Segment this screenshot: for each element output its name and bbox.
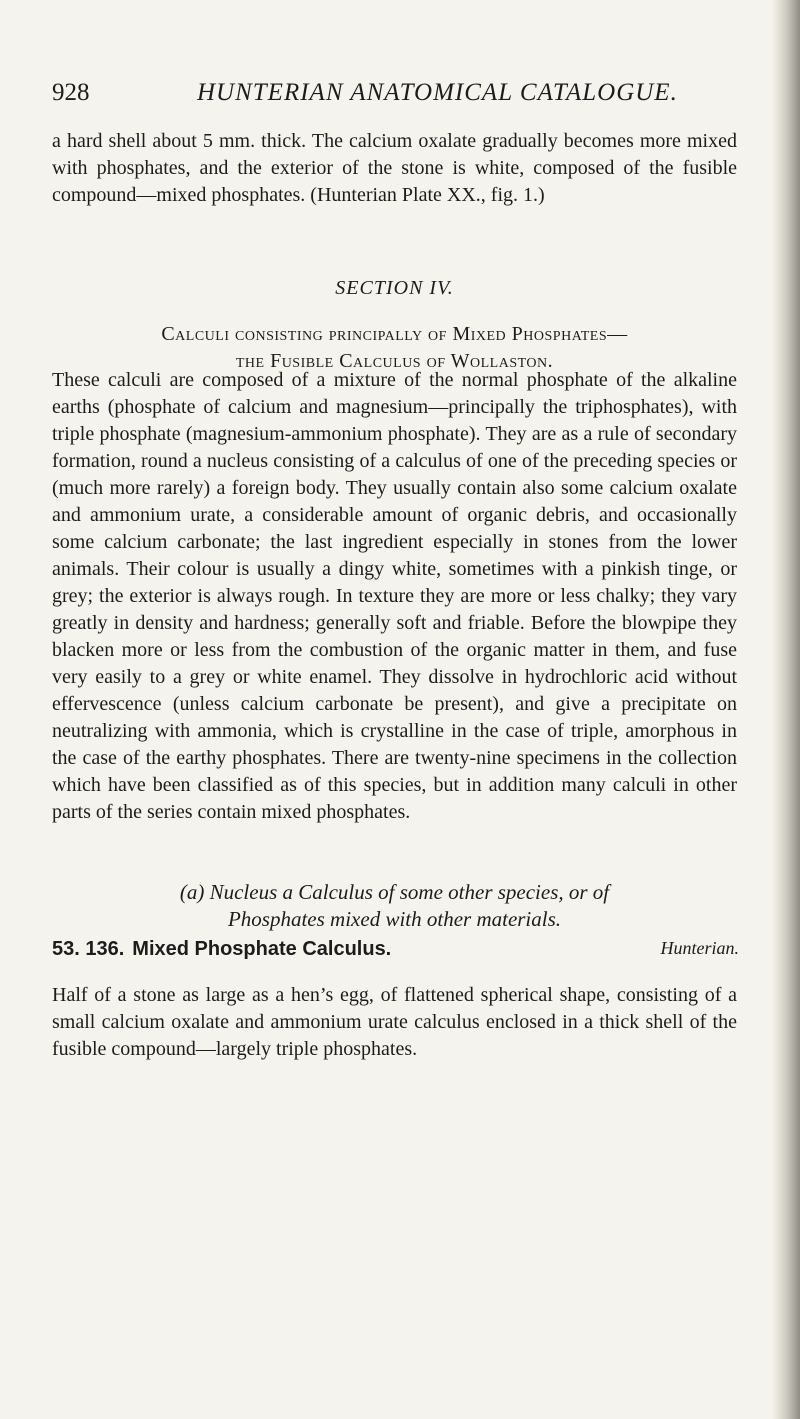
page-number: 928 — [52, 79, 90, 106]
running-header — [52, 78, 742, 108]
catalogue-entry-heading — [52, 938, 739, 968]
subsection-heading — [52, 879, 737, 933]
section-label: SECTION IV. — [335, 277, 454, 299]
entry-number: 53. 136. — [52, 938, 125, 960]
page-edge-shadow — [772, 0, 800, 1419]
entry-description: Half of a stone as large as a hen’s egg, of flattened spherical shape, consisting of a small calcium oxalate and ammonium urate calculus enclosed in a thick shell of the fusible compound—largely triple phosphates. — [52, 984, 737, 1060]
intro-paragraph: a hard shell about 5 mm. thick. The calcium oxalate gradually becomes more mixed with phosphates, and the exterior of the stone is white, composed of the fusible compound—mixed phosphates. (Hunterian Plate XX., fig. 1.) — [52, 130, 737, 206]
entry-title: Mixed Phosphate Calculus. — [132, 938, 392, 960]
entry-source: Hunterian. — [660, 938, 739, 958]
subsection-line1: (a) Nucleus a Calculus of some other species, or of — [179, 880, 610, 904]
section-heading-line1: Calculi consisting principally of Mixed Phosphates— — [161, 323, 628, 345]
subsection-line2: Phosphates mixed with other materials. — [227, 907, 562, 931]
running-title: HUNTERIAN ANATOMICAL CATALOGUE. — [197, 79, 678, 106]
section-body: These calculi are composed of a mixture of the normal phosphate of the alkaline earths (phosphate of calcium and magnesium—principally the triphosphates), with triple phosphate (magnesium-ammonium phosphate). They are as a rule of secondary formation, round a nucleus consisting of a calculus of one of the preceding species or (much more rarely) a foreign body. They usually contain also some calcium oxalate and ammonium urate, a considerable amount of organic debris, and occasionally some calcium carbonate; the last ingredient especially in stones from the lower animals. Their colour is usually a dingy white, sometimes with a pinkish tinge, or grey; the exterior is always rough. In texture they are more or less chalky; they vary greatly in density and hardness; generally soft and friable. Before the blowpipe they blacken more or less from the combustion of the organic matter in them, and fuse very easily to a grey or white enamel. They dissolve in hydrochloric acid without effervescence (unless calcium carbonate be present), and give a precipitate on neutralizing with ammonia, which is crystalline in the case of triple, amorphous in the case of the earthy phosphates. There are twenty-nine specimens in the collection which have been classified as of this species, but in addition many calculi in other parts of the series contain mixed phosphates. — [52, 369, 737, 823]
section-heading-line2: the Fusible Calculus of Wollaston. — [235, 350, 554, 372]
